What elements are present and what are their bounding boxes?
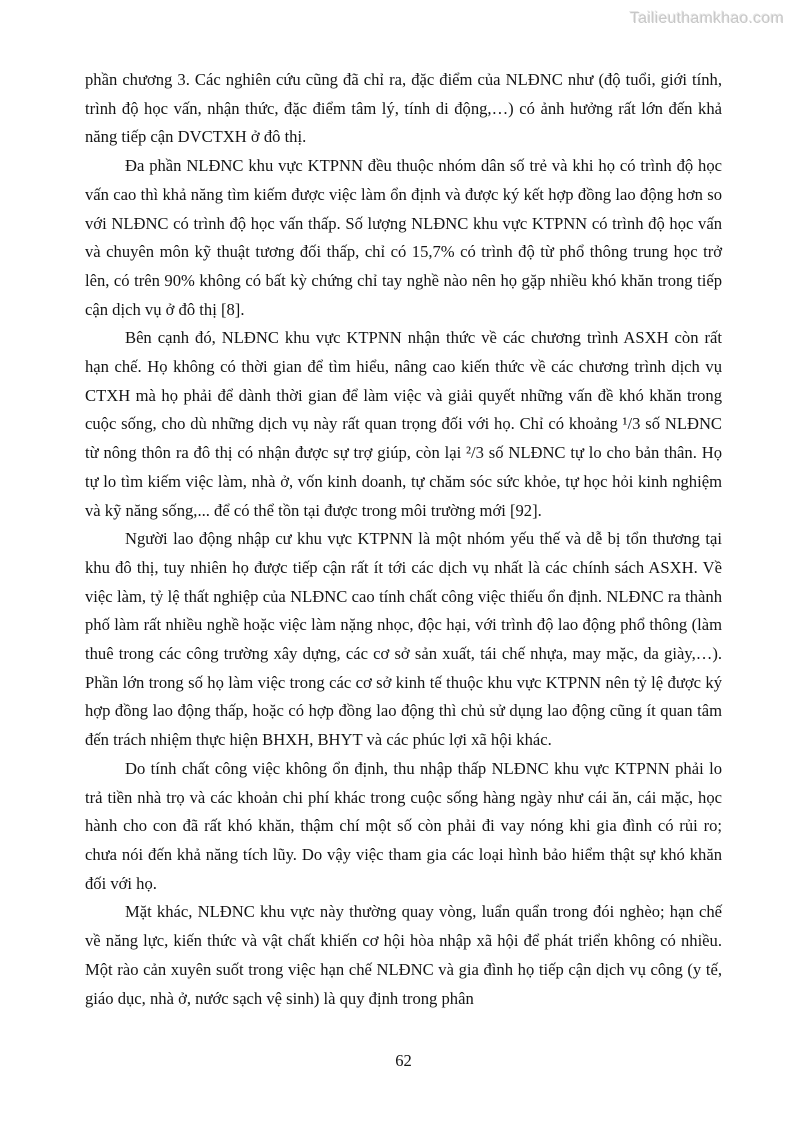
paragraph-2: Đa phần NLĐNC khu vực KTPNN đều thuộc nhóm dân số trẻ và khi họ có trình độ học vấn cao thì khả năng tìm kiếm được việc làm ổn định và được ký kết hợp đồng lao động hơn so với NLĐNC có trình độ học vấn thấp. Số lượng NLĐNC khu vực KTPNN có trình độ học vấn và chuyên môn kỹ thuật tương đối thấp, chỉ có 15,7% có trình độ từ phổ thông trung học trở lên, có trên 90% không có bất kỳ chứng chỉ tay nghề nào nên họ gặp nhiều khó khăn trong tiếp cận dịch vụ ở đô thị [8]. xyxy=(85,156,722,319)
paragraph-1: phần chương 3. Các nghiên cứu cũng đã chỉ ra, đặc điểm của NLĐNC như (độ tuổi, giới tính, trình độ học vấn, nhận thức, đặc điểm tâm lý, tính di động,…) có ảnh hưởng rất lớn đến khả năng tiếp cận DVCTXH ở đô thị. xyxy=(85,70,722,147)
document-body xyxy=(85,66,722,1013)
paragraph-4: Người lao động nhập cư khu vực KTPNN là một nhóm yếu thế và dễ bị tổn thương tại khu đô thị, tuy nhiên họ được tiếp cận rất ít tới các dịch vụ nhất là các chính sách ASXH. Về việc làm, tỷ lệ thất nghiệp của NLĐNC cao tính chất công việc thiếu ổn định. NLĐNC ra thành phố làm rất nhiều nghề hoặc việc làm nặng nhọc, độc hại, với trình độ lao động phổ thông (làm thuê trong các công trường xây dựng, các cơ sở sản xuất, tái chế nhựa, may mặc, da giày,…). Phần lớn trong số họ làm việc trong các cơ sở kinh tế thuộc khu vực KTPNN nên tỷ lệ được ký hợp đồng lao động thấp, hoặc có hợp đồng lao động thì chủ sử dụng lao động cũng ít quan tâm đến trách nhiệm thực hiện BHXH, BHYT và các phúc lợi xã hội khác. xyxy=(85,529,722,750)
watermark-text: Tailieuthamkhao.com xyxy=(629,10,784,27)
paragraph-6: Mặt khác, NLĐNC khu vực này thường quay vòng, luẩn quẩn trong đói nghèo; hạn chế về năng lực, kiến thức và vật chất khiến cơ hội hòa nhập xã hội để phát triển không có nhiều. Một rào cản xuyên suốt trong việc hạn chế NLĐNC và gia đình họ tiếp cận dịch vụ công (y tế, giáo dục, nhà ở, nước sạch vệ sinh) là quy định trong phân xyxy=(85,902,722,1008)
paragraph-3: Bên cạnh đó, NLĐNC khu vực KTPNN nhận thức về các chương trình ASXH còn rất hạn chế. Họ không có thời gian để tìm hiểu, nâng cao kiến thức về các chương trình dịch vụ CTXH mà họ phải để dành thời gian để làm việc và giải quyết những vấn đề khó khăn trong cuộc sống, cho dù những dịch vụ này rất quan trọng đối với họ. Chỉ có khoảng ¹/3 số NLĐNC từ nông thôn ra đô thị có nhận được sự trợ giúp, còn lại ²/3 số NLĐNC tự lo cho bản thân. Họ tự lo tìm kiếm việc làm, nhà ở, vốn kinh doanh, tự chăm sóc sức khỏe, tự học hỏi kinh nghiệm và kỹ năng sống,... để có thể tồn tại được trong môi trường mới [92]. xyxy=(85,328,722,520)
paragraph-5: Do tính chất công việc không ổn định, thu nhập thấp NLĐNC khu vực KTPNN phải lo trả tiền nhà trọ và các khoản chi phí khác trong cuộc sống hàng ngày như cái ăn, cái mặc, học hành cho con đã rất khó khăn, thậm chí một số còn phải đi vay nóng khi gia đình có rủi ro; chưa nói đến khả năng tích lũy. Do vậy việc tham gia các loại hình bảo hiểm thật sự khó khăn đối với họ. xyxy=(85,758,722,893)
page-number: 62 xyxy=(395,1051,412,1070)
